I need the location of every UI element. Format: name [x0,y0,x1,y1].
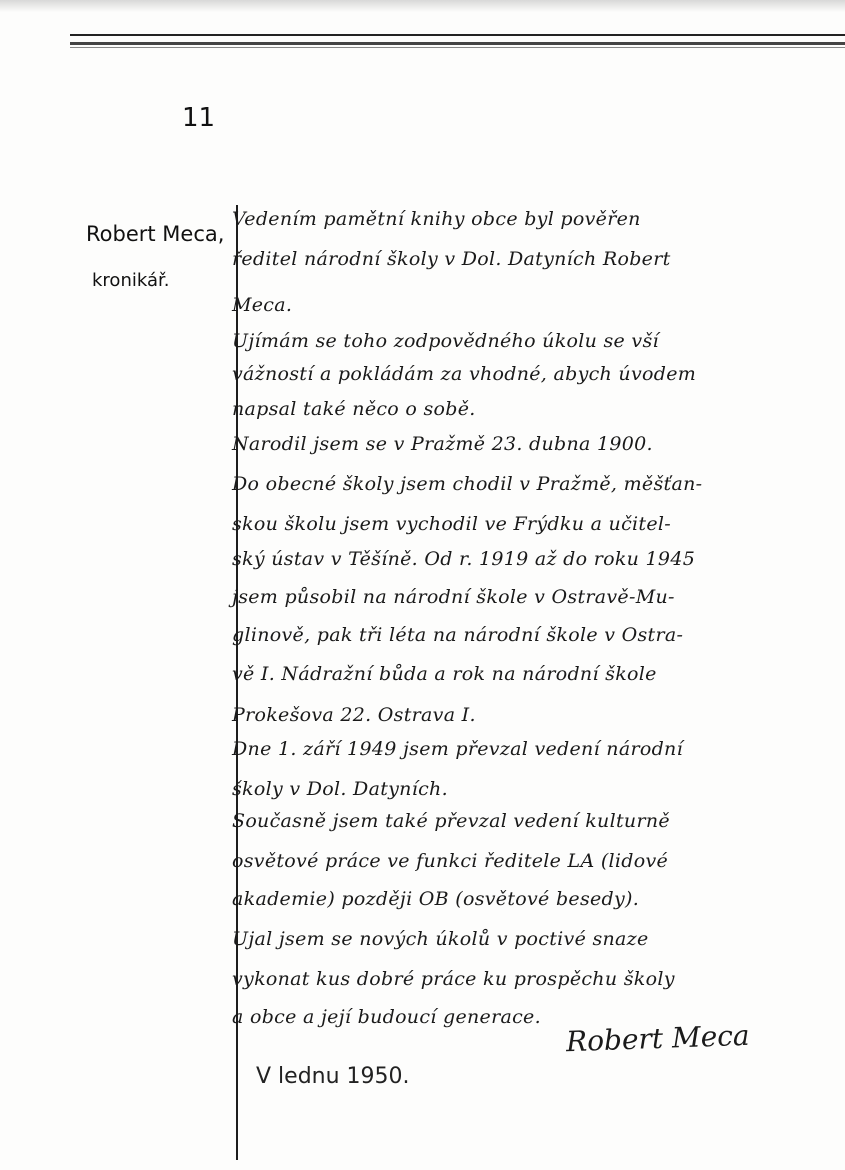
text-line: Do obecné školy jsem chodil v Pražmě, měšťan- [232,473,703,495]
date-line: V lednu 1950. [256,1064,410,1089]
handwritten-signature: Robert Meca [565,1018,751,1059]
text-line: akademie) později OB (osvětové besedy). [232,888,640,910]
text-line: Ujímám se toho zodpovědného úkolu se vší [232,330,659,352]
text-line: vě I. Nádražní bůda a rok na národní škole [232,663,657,685]
top-rule-double [70,42,845,45]
margin-author-role: kronikář. [92,270,170,291]
text-line: Vedením pamětní knihy obce byl pověřen [232,208,641,230]
text-line: Dne 1. září 1949 jsem převzal vedení národní [232,738,683,760]
page-number: 11 [182,103,216,133]
text-line: Ujal jsem se nových úkolů v poctivé snaze [232,928,649,950]
text-line: ředitel národní školy v Dol. Datyních Robert [232,248,671,270]
scan-shadow [0,0,845,12]
text-line: jsem působil na národní škole v Ostravě-Mu- [232,586,675,608]
text-line: ský ústav v Těšíně. Od r. 1919 až do roku 1945 [232,548,696,570]
text-line: Narodil jsem se v Pražmě 23. dubna 1900. [232,433,653,455]
text-line: Současně jsem také převzal vedení kulturně [232,810,670,832]
text-line: a obce a její budoucí generace. [232,1006,541,1028]
margin-author-name: Robert Meca, [86,222,225,246]
top-rule-thin [70,47,845,48]
text-line: napsal také něco o sobě. [232,398,476,420]
text-line: Meca. [232,294,293,316]
text-line: vážností a pokládám za vhodné, abych úvodem [232,363,697,385]
top-rule [70,34,845,36]
text-line: osvětové práce ve funkci ředitele LA (lidové [232,850,669,872]
text-line: glinově, pak tři léta na národní škole v Ostra- [232,624,684,646]
text-line: skou školu jsem vychodil ve Frýdku a učitel- [232,513,671,535]
text-line: vykonat kus dobré práce ku prospěchu školy [232,968,675,990]
text-line: Prokešova 22. Ostrava I. [232,704,476,726]
text-line: školy v Dol. Datyních. [232,778,448,800]
